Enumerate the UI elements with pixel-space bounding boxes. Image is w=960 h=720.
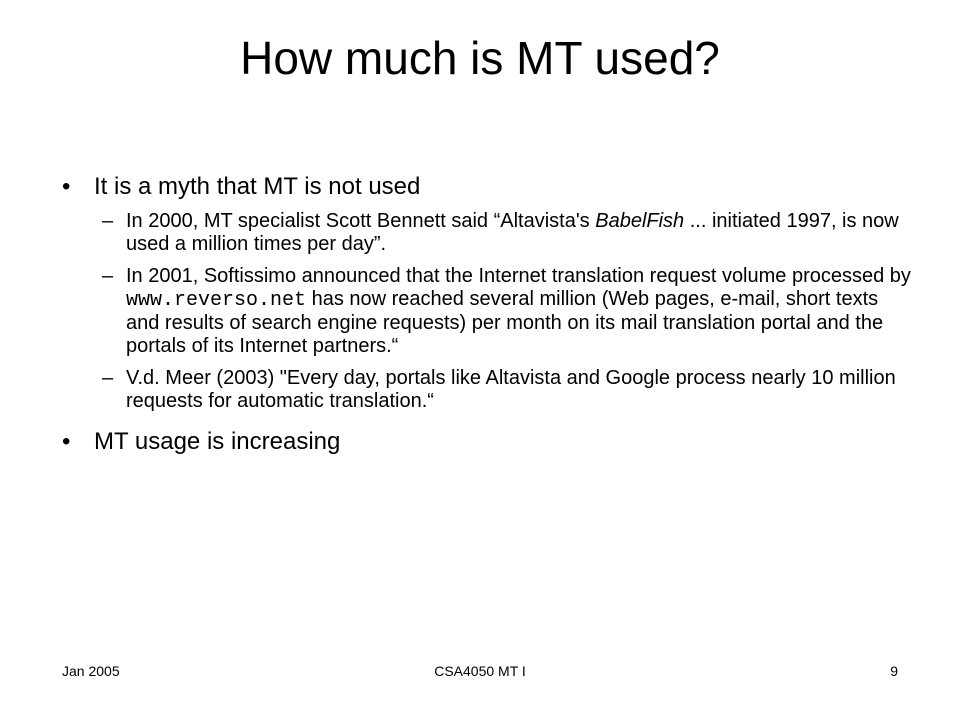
bullet-myth — [62, 172, 912, 202]
bullet-increasing — [62, 427, 912, 457]
sub-bullet-babelfish — [62, 210, 912, 256]
bullet-text: It is a myth that MT is not used — [94, 173, 421, 200]
slide-title: How much is MT used? — [240, 32, 720, 84]
reverso-url: www.reverso.net — [126, 289, 307, 312]
footer-date: Jan 2005 — [62, 663, 120, 679]
sub-bullet-softissimo — [62, 265, 912, 358]
footer-course: CSA4050 MT I — [434, 663, 526, 679]
dash-marker: – — [102, 210, 114, 232]
sub-bullet-list — [62, 210, 912, 413]
dash-marker: – — [102, 265, 114, 287]
sub-bullet-text-pre: In 2001, Softissimo announced that the Internet translation request volume processed by — [126, 265, 911, 287]
sub-bullet-text: V.d. Meer (2003) "Every day, portals like Altavista and Google process nearly 10 million requests for automatic translation.“ — [126, 367, 896, 412]
sub-bullet-vdmeer — [62, 367, 912, 413]
bullet-marker: • — [62, 428, 71, 455]
sub-bullet-text-post: has now reached several million (Web pages, e-mail, short texts and results of search engine requests) per month on its mail translation portal and the portals of its Internet partners.“ — [126, 288, 884, 357]
slide-content — [62, 172, 912, 457]
dash-marker: – — [102, 367, 114, 389]
sub-bullet-text-pre: In 2000, MT specialist Scott Bennett said “Altavista's — [126, 210, 596, 232]
sub-bullet-text-post: ... initiated 1997, is now used a million times per day”. — [126, 210, 899, 255]
bullet-marker: • — [62, 173, 71, 200]
bullet-text: MT usage is increasing — [94, 428, 341, 455]
footer-page-number: 9 — [890, 663, 898, 679]
babelfish-term: BabelFish — [595, 210, 685, 232]
